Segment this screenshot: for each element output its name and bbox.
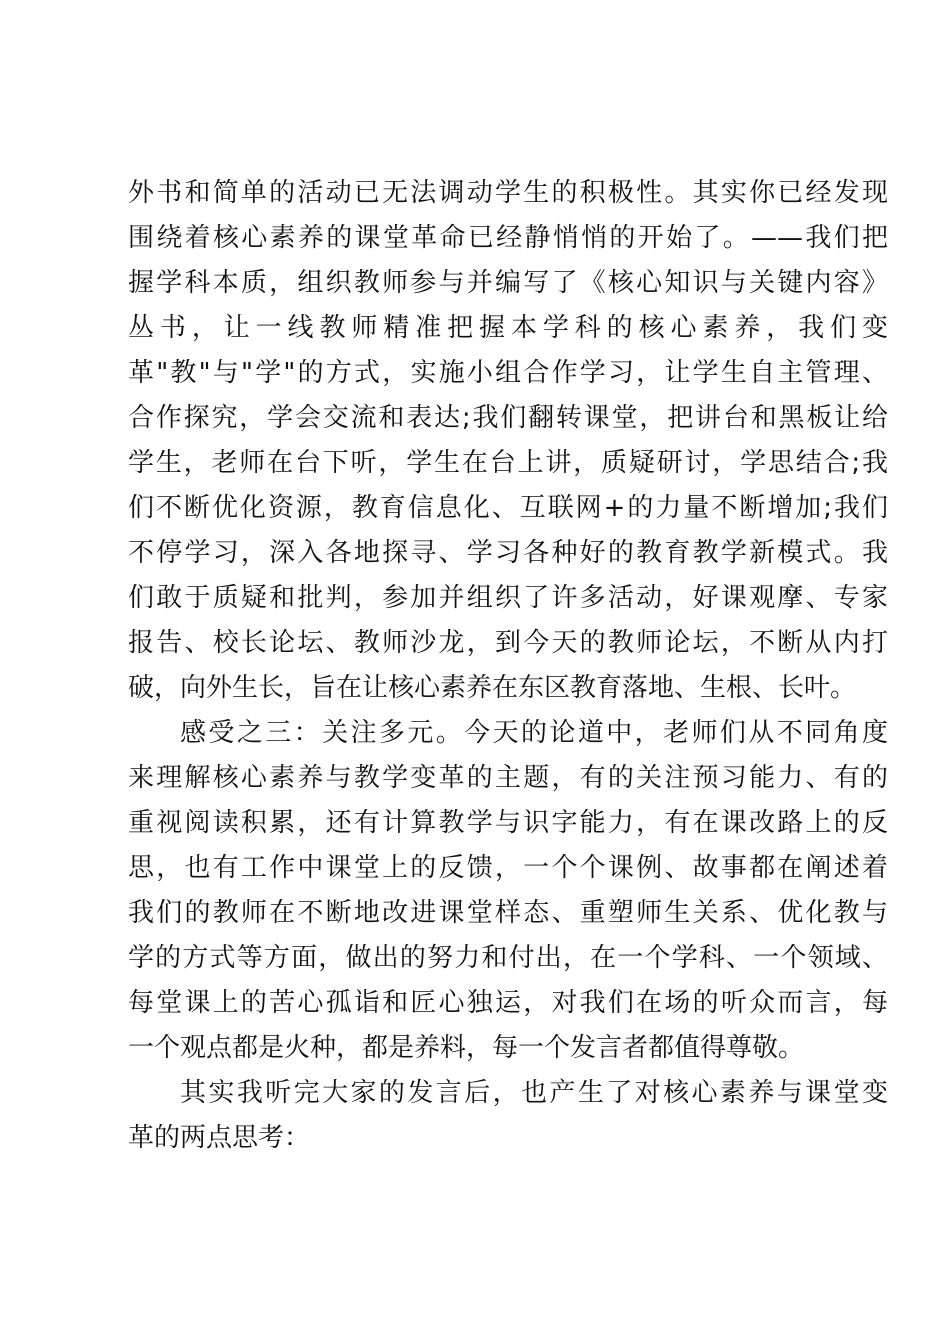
text-line: 破，向外生长，旨在让核心素养在东区教育落地、生根、长叶。 (128, 673, 857, 703)
paragraph-first-line: 其实我听完大家的发言后，也产生了对核心素养与课堂变 (180, 1078, 888, 1108)
text-line: 我们的教师在不断地改进课堂样态、重塑师生关系、优化教与 (128, 898, 888, 928)
paragraph-first-line: 感受之三：关注多元。今天的论道中，老师们从不同角度 (180, 718, 888, 748)
text-line: 重视阅读积累，还有计算教学与识字能力，有在课改路上的反 (128, 808, 888, 838)
text-line: 学生，老师在台下听，学生在台上讲，质疑研讨，学思结合;我 (128, 448, 888, 478)
text-line: 报告、校长论坛、教师沙龙，到今天的教师论坛，不断从内打 (128, 628, 888, 658)
body-text (128, 171, 888, 1161)
text-line: 每堂课上的苦心孤诣和匠心独运，对我们在场的听众而言，每 (128, 988, 888, 1018)
text-line: 们敢于质疑和批判，参加并组织了许多活动，好课观摩、专家 (128, 583, 888, 613)
text-line: 丛书，让一线教师精准把握本学科的核心素养，我们变 (128, 313, 888, 343)
text-line: 外书和简单的活动已无法调动学生的积极性。其实你已经发现 (128, 178, 888, 208)
text-line: 思，也有工作中课堂上的反馈，一个个课例、故事都在阐述着 (128, 853, 888, 883)
text-line: 握学科本质，组织教师参与并编写了《核心知识与关键内容》 (128, 268, 888, 298)
text-line: 革"教"与"学"的方式，实施小组合作学习，让学生自主管理、 (128, 358, 888, 388)
text-line: 一个观点都是火种，都是养料，每一个发言者都值得尊敬。 (128, 1033, 805, 1063)
text-line: 合作探究，学会交流和表达;我们翻转课堂，把讲台和黑板让给 (128, 403, 888, 433)
text-line: 不停学习，深入各地探寻、学习各种好的教育教学新模式。我 (128, 538, 888, 568)
text-line: 学的方式等方面，做出的努力和付出，在一个学科、一个领域、 (128, 943, 888, 973)
text-line: 革的两点思考： (128, 1123, 311, 1153)
text-line: 们不断优化资源，教育信息化、互联网+的力量不断增加;我们 (128, 493, 888, 523)
text-line: 围绕着核心素养的课堂革命已经静悄悄的开始了。——我们把 (128, 223, 888, 253)
text-line: 来理解核心素养与教学变革的主题，有的关注预习能力、有的 (128, 763, 888, 793)
